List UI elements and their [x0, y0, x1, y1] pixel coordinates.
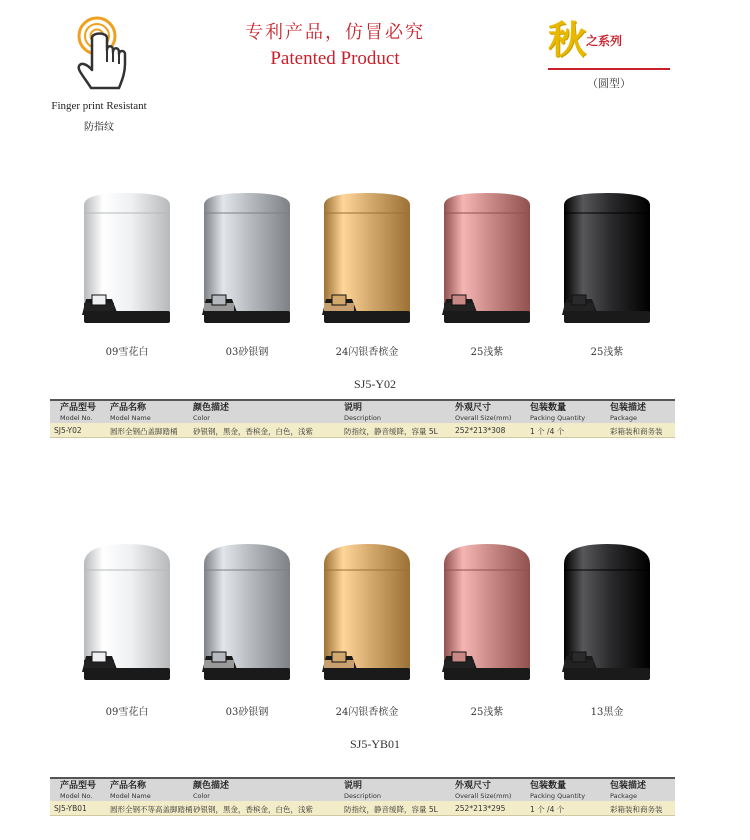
column-header-cn: 颜色描述 [193, 781, 230, 791]
patent-notice-en: Patented Product [270, 48, 400, 69]
product-caption: 03砂银钢 [225, 347, 269, 358]
series-subtitle: （圆型） [587, 77, 631, 90]
black-bin [558, 183, 656, 333]
product-caption: 24闪银香槟金 [335, 347, 399, 358]
white-bin [78, 540, 176, 690]
table-cell: 252*213*308 [455, 426, 506, 435]
column-header-en: Model No. [60, 792, 93, 800]
caption-row-1 [78, 343, 678, 357]
column-header-en: Packing Quantity [530, 414, 586, 422]
column-header-en: Package [610, 414, 637, 422]
trash-bin-icon [438, 540, 536, 690]
table-cell: 砂银钢，黑金，香槟金，白色，浅紫 [193, 805, 313, 814]
spec-table-row [50, 801, 675, 816]
column-header-en: Model Name [110, 792, 151, 800]
table-cell: 圆形全钢凸盖脚踏桶 [110, 427, 178, 436]
spec-table-row [50, 423, 675, 438]
series-small-text: 之系列 [586, 34, 623, 48]
series-logo [548, 18, 678, 91]
fingerprint-label-en: Finger print Resistant [51, 100, 147, 112]
series-divider [548, 68, 670, 70]
table-cell: 252*213*295 [455, 804, 506, 813]
silver-bin [198, 183, 296, 333]
silver-bin [198, 540, 296, 690]
column-header-en: Package [610, 792, 637, 800]
trash-bin-icon [318, 540, 416, 690]
model-title-1: SJ5-Y02 [353, 377, 396, 391]
spec-table-header [50, 777, 675, 801]
spec-table-2 [50, 777, 675, 816]
fingerprint-label-cn: 防指纹 [84, 122, 114, 133]
trash-bin-icon [558, 540, 656, 690]
trash-bin-icon [558, 183, 656, 333]
table-cell: SJ5-Y02 [54, 426, 82, 435]
spec-table-1 [50, 399, 675, 438]
product-caption: 09雪花白 [105, 707, 149, 718]
table-cell: 防指纹，静音缓降，容量 5L [344, 805, 438, 814]
trash-bin-icon [198, 183, 296, 333]
model-title-2: SJ5-YB01 [349, 737, 400, 751]
white-bin [78, 183, 176, 333]
column-header-cn: 包装数量 [530, 403, 567, 413]
trash-bin-icon [78, 183, 176, 333]
product-caption: 25浅紫 [590, 347, 624, 358]
product-caption: 09雪花白 [105, 347, 149, 358]
column-header-cn: 产品名称 [110, 403, 147, 413]
column-header-en: Model No. [60, 414, 93, 422]
column-header-en: Color [193, 792, 210, 800]
column-header-cn: 产品型号 [60, 781, 97, 791]
table-cell: 彩箱装和商务装 [610, 805, 663, 814]
table-cell: 砂银钢，黑金，香槟金，白色，浅紫 [193, 427, 313, 436]
series-big-char: 秋 [548, 17, 587, 62]
column-header-cn: 外观尺寸 [455, 403, 492, 413]
patent-notice-cn: 专利产品，仿冒必究 [245, 22, 425, 43]
product-caption: 13黑金 [590, 707, 624, 718]
column-header-cn: 说明 [344, 403, 363, 413]
table-cell: 防指纹，静音缓降，容量 5L [344, 427, 438, 436]
gold-bin [318, 183, 416, 333]
product-row-2 [78, 540, 678, 700]
trash-bin-icon [78, 540, 176, 690]
column-header-en: Overall Size(mm) [455, 414, 512, 422]
table-cell: 1 个 /4 个 [530, 805, 565, 814]
column-header-en: Model Name [110, 414, 151, 422]
table-cell: 彩箱装和商务装 [610, 427, 663, 436]
product-row-1 [78, 183, 678, 343]
product-caption: 03砂银钢 [225, 707, 269, 718]
column-header-cn: 包装数量 [530, 781, 567, 791]
column-header-cn: 产品名称 [110, 781, 147, 791]
table-cell: 圆形全钢不等高盖脚踏桶 [110, 805, 193, 814]
column-header-en: Color [193, 414, 210, 422]
product-caption: 24闪银香槟金 [335, 707, 399, 718]
column-header-cn: 颜色描述 [193, 403, 230, 413]
rose-bin [438, 183, 536, 333]
caption-row-2 [78, 703, 678, 717]
table-cell: SJ5-YB01 [54, 804, 87, 813]
product-caption: 25浅紫 [470, 347, 504, 358]
product-caption: 25浅紫 [470, 707, 504, 718]
column-header-en: Description [344, 414, 382, 422]
column-header-cn: 包装描述 [610, 403, 647, 413]
column-header-cn: 产品型号 [60, 403, 97, 413]
trash-bin-icon [198, 540, 296, 690]
table-cell: 1 个 /4 个 [530, 427, 565, 436]
column-header-en: Description [344, 792, 382, 800]
trash-bin-icon [438, 183, 536, 333]
column-header-en: Overall Size(mm) [455, 792, 512, 800]
column-header-cn: 外观尺寸 [455, 781, 492, 791]
column-header-en: Packing Quantity [530, 792, 586, 800]
column-header-cn: 包装描述 [610, 781, 647, 791]
gold-bin [318, 540, 416, 690]
column-header-cn: 说明 [344, 781, 363, 791]
rose-bin [438, 540, 536, 690]
trash-bin-icon [318, 183, 416, 333]
black-bin [558, 540, 656, 690]
spec-table-header [50, 399, 675, 423]
